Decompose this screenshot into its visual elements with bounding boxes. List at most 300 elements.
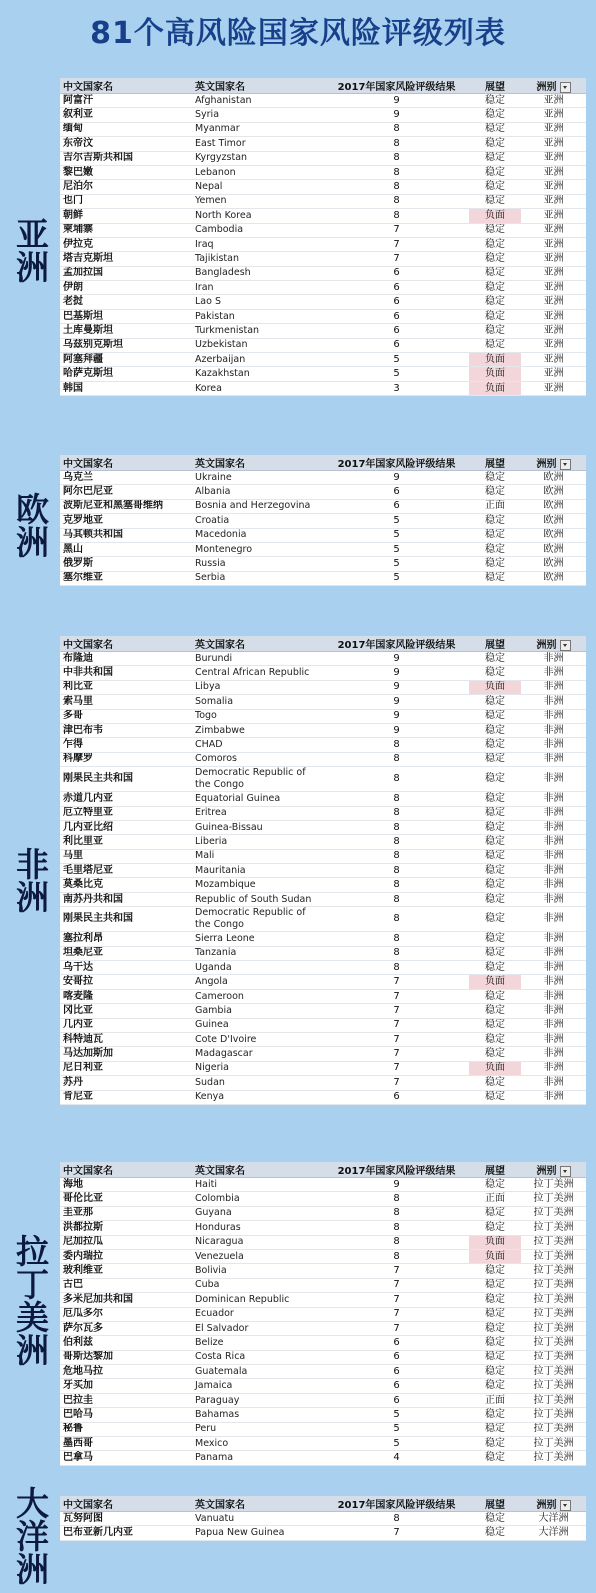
region-cell: 非洲	[521, 1004, 586, 1018]
header-region	[521, 1162, 586, 1178]
outlook-cell: 稳定	[469, 892, 521, 906]
region-cell: 非洲	[521, 892, 586, 906]
table-row	[60, 1264, 586, 1278]
region-cell: 非洲	[521, 835, 586, 849]
header-outlook	[469, 78, 521, 94]
table-row	[60, 381, 586, 395]
table-row	[60, 1061, 586, 1075]
region-cell: 非洲	[521, 820, 586, 834]
score-cell: 9	[324, 695, 469, 709]
country-en-cell: Cuba	[192, 1278, 324, 1292]
country-cn-cell: 伯利兹	[60, 1336, 192, 1350]
header-en-name-label: 英文国家名	[195, 640, 245, 651]
country-en-cell: Ecuador	[192, 1307, 324, 1321]
table-row	[60, 1249, 586, 1263]
region-cell: 亚洲	[521, 266, 586, 280]
table-header-row	[60, 78, 586, 94]
outlook-cell: 稳定	[469, 695, 521, 709]
country-cn-cell: 科特迪瓦	[60, 1032, 192, 1046]
score-cell: 7	[324, 1018, 469, 1032]
table-row	[60, 1221, 586, 1235]
country-en-cell: Peru	[192, 1422, 324, 1436]
score-cell: 5	[324, 557, 469, 571]
country-en-cell: Papua New Guinea	[192, 1526, 324, 1540]
region-cell: 欧洲	[521, 557, 586, 571]
outlook-cell: 负面	[469, 1249, 521, 1263]
header-region	[521, 636, 586, 652]
outlook-cell: 稳定	[469, 835, 521, 849]
region-cell: 拉丁美洲	[521, 1408, 586, 1422]
header-score	[324, 78, 469, 94]
country-cn-cell: 波斯尼亚和黑塞哥维纳	[60, 499, 192, 513]
country-cn-cell: 尼泊尔	[60, 180, 192, 194]
table-row	[60, 907, 586, 932]
filter-dropdown-icon[interactable]	[560, 640, 571, 651]
country-cn-cell: 朝鲜	[60, 209, 192, 223]
score-cell: 7	[324, 989, 469, 1003]
table-row	[60, 571, 586, 585]
header-region-label: 洲别	[536, 82, 557, 93]
header-outlook-label: 展望	[485, 459, 505, 470]
table-row	[60, 1307, 586, 1321]
table-row	[60, 237, 586, 251]
table-row	[60, 792, 586, 806]
header-region-label: 洲别	[536, 459, 557, 470]
outlook-cell: 稳定	[469, 1321, 521, 1335]
region-cell: 亚洲	[521, 237, 586, 251]
country-en-cell: Uzbekistan	[192, 338, 324, 352]
country-en-cell: Mali	[192, 849, 324, 863]
country-cn-cell: 刚果民主共和国	[60, 907, 192, 932]
outlook-cell: 稳定	[469, 1047, 521, 1061]
header-score-label: 2017年国家风险评级结果	[337, 1500, 456, 1511]
table-row	[60, 94, 586, 108]
country-en-cell: Guinea	[192, 1018, 324, 1032]
region-cell: 非洲	[521, 792, 586, 806]
table-row	[60, 542, 586, 556]
country-en-cell: Bolivia	[192, 1264, 324, 1278]
country-cn-cell: 塞尔维亚	[60, 571, 192, 585]
score-cell: 8	[324, 1249, 469, 1263]
country-cn-cell: 刚果民主共和国	[60, 767, 192, 792]
table-row	[60, 223, 586, 237]
country-cn-cell: 孟加拉国	[60, 266, 192, 280]
outlook-cell: 稳定	[469, 792, 521, 806]
score-cell: 6	[324, 485, 469, 499]
header-outlook-label: 展望	[485, 82, 505, 93]
table-row	[60, 806, 586, 820]
country-cn-cell: 赤道几内亚	[60, 792, 192, 806]
outlook-cell: 稳定	[469, 1278, 521, 1292]
score-cell: 9	[324, 471, 469, 485]
outlook-cell: 稳定	[469, 237, 521, 251]
country-en-cell: Cambodia	[192, 223, 324, 237]
region-cell: 非洲	[521, 1032, 586, 1046]
outlook-cell: 稳定	[469, 94, 521, 108]
header-region-label: 洲别	[536, 1166, 557, 1177]
table-row	[60, 122, 586, 136]
table-row	[60, 499, 586, 513]
table-row	[60, 849, 586, 863]
country-en-cell: Angola	[192, 975, 324, 989]
table-row	[60, 1076, 586, 1090]
country-en-cell: Croatia	[192, 514, 324, 528]
score-cell: 5	[324, 571, 469, 585]
country-en-cell: Jamaica	[192, 1379, 324, 1393]
country-cn-cell: 塞拉利昂	[60, 932, 192, 946]
table-row	[60, 652, 586, 666]
table-row	[60, 1365, 586, 1379]
outlook-cell: 稳定	[469, 281, 521, 295]
header-cn-name	[60, 78, 192, 94]
outlook-cell: 正面	[469, 499, 521, 513]
table-europe	[60, 455, 586, 586]
outlook-cell: 稳定	[469, 1422, 521, 1436]
outlook-cell: 负面	[469, 1061, 521, 1075]
table-row	[60, 1178, 586, 1192]
region-cell: 亚洲	[521, 194, 586, 208]
region-cell: 拉丁美洲	[521, 1321, 586, 1335]
region-cell: 非洲	[521, 1090, 586, 1104]
region-cell: 非洲	[521, 738, 586, 752]
table-row	[60, 108, 586, 122]
region-cell: 拉丁美洲	[521, 1393, 586, 1407]
region-cell: 非洲	[521, 652, 586, 666]
outlook-cell: 稳定	[469, 180, 521, 194]
score-cell: 9	[324, 666, 469, 680]
country-cn-cell: 哈萨克斯坦	[60, 367, 192, 381]
country-cn-cell: 索马里	[60, 695, 192, 709]
table-row	[60, 1336, 586, 1350]
country-cn-cell: 圭亚那	[60, 1206, 192, 1220]
outlook-cell: 稳定	[469, 932, 521, 946]
country-en-cell: Dominican Republic	[192, 1293, 324, 1307]
header-cn-name	[60, 455, 192, 471]
country-cn-cell: 阿尔巴尼亚	[60, 485, 192, 499]
country-cn-cell: 几内亚比绍	[60, 820, 192, 834]
table-row	[60, 1350, 586, 1364]
table-row	[60, 151, 586, 165]
header-en-name	[192, 636, 324, 652]
country-cn-cell: 缅甸	[60, 122, 192, 136]
outlook-cell: 负面	[469, 680, 521, 694]
table-row	[60, 864, 586, 878]
country-cn-cell: 多哥	[60, 709, 192, 723]
outlook-cell: 稳定	[469, 324, 521, 338]
country-en-cell: Tanzania	[192, 946, 324, 960]
header-outlook	[469, 1162, 521, 1178]
outlook-cell: 稳定	[469, 767, 521, 792]
region-cell: 非洲	[521, 1047, 586, 1061]
header-cn-name-label: 中文国家名	[63, 82, 113, 93]
country-en-cell: Gambia	[192, 1004, 324, 1018]
country-cn-cell: 冈比亚	[60, 1004, 192, 1018]
country-cn-cell: 乍得	[60, 738, 192, 752]
country-en-cell: Venezuela	[192, 1249, 324, 1263]
country-en-cell: Guinea-Bissau	[192, 820, 324, 834]
country-cn-cell: 肯尼亚	[60, 1090, 192, 1104]
header-cn-name-label: 中文国家名	[63, 1166, 113, 1177]
country-en-cell: Democratic Republic of the Congo	[192, 907, 324, 932]
region-cell: 非洲	[521, 849, 586, 863]
outlook-cell: 稳定	[469, 1090, 521, 1104]
country-en-cell: North Korea	[192, 209, 324, 223]
table-row	[60, 752, 586, 766]
outlook-cell: 稳定	[469, 514, 521, 528]
header-cn-name-label: 中文国家名	[63, 1500, 113, 1511]
score-cell: 7	[324, 1047, 469, 1061]
table-row	[60, 946, 586, 960]
region-cell: 拉丁美洲	[521, 1293, 586, 1307]
table-row	[60, 165, 586, 179]
header-score	[324, 1496, 469, 1512]
outlook-cell: 稳定	[469, 1206, 521, 1220]
region-cell: 亚洲	[521, 252, 586, 266]
country-cn-cell: 乌兹别克斯坦	[60, 338, 192, 352]
table-row	[60, 367, 586, 381]
country-cn-cell: 巴布亚新几内亚	[60, 1526, 192, 1540]
header-score	[324, 636, 469, 652]
table-row	[60, 1422, 586, 1436]
score-cell: 6	[324, 1393, 469, 1407]
outlook-cell: 稳定	[469, 1437, 521, 1451]
table-row	[60, 1047, 586, 1061]
country-en-cell: Iran	[192, 281, 324, 295]
country-en-cell: Zimbabwe	[192, 723, 324, 737]
score-cell: 8	[324, 209, 469, 223]
country-en-cell: Sierra Leone	[192, 932, 324, 946]
header-score-label: 2017年国家风险评级结果	[337, 82, 456, 93]
region-cell: 拉丁美洲	[521, 1235, 586, 1249]
region-cell: 非洲	[521, 1061, 586, 1075]
score-cell: 8	[324, 1192, 469, 1206]
score-cell: 7	[324, 237, 469, 251]
score-cell: 7	[324, 252, 469, 266]
outlook-cell: 负面	[469, 367, 521, 381]
region-label-latin-america: 拉丁美洲	[11, 1234, 50, 1366]
country-en-cell: Turkmenistan	[192, 324, 324, 338]
country-en-cell: Guatemala	[192, 1365, 324, 1379]
outlook-cell: 负面	[469, 381, 521, 395]
region-cell: 欧洲	[521, 499, 586, 513]
outlook-cell: 稳定	[469, 223, 521, 237]
score-cell: 7	[324, 1307, 469, 1321]
header-en-name	[192, 78, 324, 94]
score-cell: 8	[324, 122, 469, 136]
table-row	[60, 209, 586, 223]
region-cell: 拉丁美洲	[521, 1437, 586, 1451]
score-cell: 5	[324, 1408, 469, 1422]
country-en-cell: Togo	[192, 709, 324, 723]
outlook-cell: 负面	[469, 209, 521, 223]
country-cn-cell: 中非共和国	[60, 666, 192, 680]
header-outlook	[469, 636, 521, 652]
filter-dropdown-icon[interactable]	[560, 1500, 571, 1511]
outlook-cell: 稳定	[469, 557, 521, 571]
score-cell: 7	[324, 1293, 469, 1307]
country-cn-cell: 马达加斯加	[60, 1047, 192, 1061]
score-cell: 5	[324, 1437, 469, 1451]
region-cell: 非洲	[521, 864, 586, 878]
country-cn-cell: 苏丹	[60, 1076, 192, 1090]
country-en-cell: Bangladesh	[192, 266, 324, 280]
score-cell: 7	[324, 1278, 469, 1292]
country-cn-cell: 秘鲁	[60, 1422, 192, 1436]
table-row	[60, 1451, 586, 1465]
country-cn-cell: 巴拉圭	[60, 1393, 192, 1407]
score-cell: 8	[324, 1221, 469, 1235]
country-en-cell: Haiti	[192, 1178, 324, 1192]
country-cn-cell: 俄罗斯	[60, 557, 192, 571]
country-en-cell: Ukraine	[192, 471, 324, 485]
score-cell: 8	[324, 767, 469, 792]
country-cn-cell: 柬埔寨	[60, 223, 192, 237]
region-cell: 非洲	[521, 666, 586, 680]
country-cn-cell: 马里	[60, 849, 192, 863]
region-label-europe: 欧洲	[11, 492, 50, 558]
outlook-cell: 稳定	[469, 1307, 521, 1321]
country-en-cell: Myanmar	[192, 122, 324, 136]
outlook-cell: 稳定	[469, 485, 521, 499]
score-cell: 8	[324, 864, 469, 878]
score-cell: 7	[324, 223, 469, 237]
country-cn-cell: 韩国	[60, 381, 192, 395]
table-row	[60, 975, 586, 989]
header-en-name	[192, 1496, 324, 1512]
score-cell: 8	[324, 151, 469, 165]
table-row	[60, 989, 586, 1003]
country-cn-cell: 安哥拉	[60, 975, 192, 989]
score-cell: 9	[324, 94, 469, 108]
country-cn-cell: 吉尔吉斯共和国	[60, 151, 192, 165]
country-cn-cell: 尼日利亚	[60, 1061, 192, 1075]
region-cell: 非洲	[521, 907, 586, 932]
score-cell: 8	[324, 180, 469, 194]
header-score-label: 2017年国家风险评级结果	[337, 640, 456, 651]
country-en-cell: CHAD	[192, 738, 324, 752]
region-cell: 非洲	[521, 709, 586, 723]
outlook-cell: 稳定	[469, 666, 521, 680]
region-cell: 亚洲	[521, 381, 586, 395]
table-row	[60, 878, 586, 892]
outlook-cell: 稳定	[469, 806, 521, 820]
score-cell: 5	[324, 542, 469, 556]
country-en-cell: Montenegro	[192, 542, 324, 556]
country-en-cell: Lebanon	[192, 165, 324, 179]
score-cell: 8	[324, 835, 469, 849]
outlook-cell: 稳定	[469, 1076, 521, 1090]
region-cell: 亚洲	[521, 324, 586, 338]
filter-dropdown-icon[interactable]	[560, 82, 571, 93]
header-en-name	[192, 1162, 324, 1178]
score-cell: 8	[324, 907, 469, 932]
country-cn-cell: 乌干达	[60, 961, 192, 975]
outlook-cell: 稳定	[469, 1178, 521, 1192]
outlook-cell: 稳定	[469, 295, 521, 309]
country-en-cell: East Timor	[192, 137, 324, 151]
filter-dropdown-icon[interactable]	[560, 1166, 571, 1177]
outlook-cell: 稳定	[469, 1032, 521, 1046]
table-row	[60, 1512, 586, 1526]
score-cell: 8	[324, 738, 469, 752]
region-cell: 亚洲	[521, 223, 586, 237]
region-cell: 大洋洲	[521, 1512, 586, 1526]
table-row	[60, 471, 586, 485]
region-cell: 亚洲	[521, 281, 586, 295]
outlook-cell: 稳定	[469, 907, 521, 932]
region-cell: 非洲	[521, 961, 586, 975]
table-row	[60, 1192, 586, 1206]
table-row	[60, 1004, 586, 1018]
score-cell: 5	[324, 367, 469, 381]
country-cn-cell: 老挝	[60, 295, 192, 309]
country-en-cell: Mexico	[192, 1437, 324, 1451]
country-cn-cell: 利比里亚	[60, 835, 192, 849]
country-en-cell: Colombia	[192, 1192, 324, 1206]
country-en-cell: Cameroon	[192, 989, 324, 1003]
header-en-name-label: 英文国家名	[195, 459, 245, 470]
table-header-row	[60, 636, 586, 652]
score-cell: 5	[324, 528, 469, 542]
score-cell: 8	[324, 946, 469, 960]
score-cell: 3	[324, 381, 469, 395]
table-row	[60, 514, 586, 528]
country-en-cell: Costa Rica	[192, 1350, 324, 1364]
outlook-cell: 稳定	[469, 108, 521, 122]
country-en-cell: Syria	[192, 108, 324, 122]
country-en-cell: Paraguay	[192, 1393, 324, 1407]
country-cn-cell: 布隆迪	[60, 652, 192, 666]
region-cell: 欧洲	[521, 528, 586, 542]
outlook-cell: 负面	[469, 353, 521, 367]
region-cell: 非洲	[521, 975, 586, 989]
outlook-cell: 稳定	[469, 1526, 521, 1540]
outlook-cell: 稳定	[469, 309, 521, 323]
outlook-cell: 稳定	[469, 266, 521, 280]
outlook-cell: 稳定	[469, 652, 521, 666]
score-cell: 6	[324, 1379, 469, 1393]
outlook-cell: 稳定	[469, 961, 521, 975]
country-cn-cell: 科摩罗	[60, 752, 192, 766]
region-cell: 非洲	[521, 767, 586, 792]
outlook-cell: 稳定	[469, 1451, 521, 1465]
region-cell: 拉丁美洲	[521, 1178, 586, 1192]
header-region-label: 洲别	[536, 1500, 557, 1511]
table-row	[60, 1278, 586, 1292]
header-region	[521, 1496, 586, 1512]
score-cell: 6	[324, 266, 469, 280]
table-row	[60, 1235, 586, 1249]
header-score	[324, 1162, 469, 1178]
score-cell: 4	[324, 1451, 469, 1465]
score-cell: 7	[324, 1061, 469, 1075]
outlook-cell: 稳定	[469, 165, 521, 179]
country-en-cell: Central African Republic	[192, 666, 324, 680]
score-cell: 9	[324, 723, 469, 737]
region-cell: 亚洲	[521, 353, 586, 367]
filter-dropdown-icon[interactable]	[560, 459, 571, 470]
outlook-cell: 稳定	[469, 471, 521, 485]
table-row	[60, 557, 586, 571]
table-row	[60, 680, 586, 694]
country-en-cell: Kyrgyzstan	[192, 151, 324, 165]
region-cell: 亚洲	[521, 180, 586, 194]
score-cell: 9	[324, 652, 469, 666]
header-en-name-label: 英文国家名	[195, 1500, 245, 1511]
country-en-cell: Somalia	[192, 695, 324, 709]
score-cell: 8	[324, 878, 469, 892]
country-cn-cell: 叙利亚	[60, 108, 192, 122]
